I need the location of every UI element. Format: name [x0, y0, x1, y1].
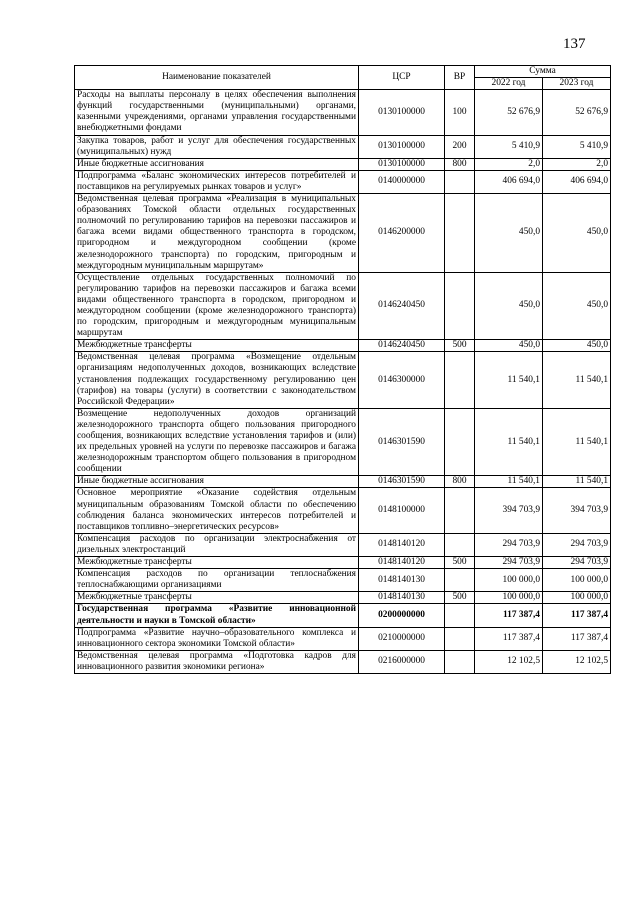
row-csr: 0148140130: [359, 569, 445, 592]
page-number: 137: [563, 36, 586, 52]
row-value-2023: 52 676,9: [543, 90, 611, 135]
header-sum: Сумма: [475, 66, 611, 78]
row-name: Основное мероприятие «Оказание содействия отдельным муниципальным образованиям Томской области по обеспечению соблюдения баланса экономических интересов потребителей и поставщиков топливно–энергетических ресурсов»: [75, 488, 359, 533]
row-csr: 0146301590: [359, 476, 445, 488]
row-name: Подпрограмма «Развитие научно–образовательного комплекса и инновационного сектора экономики Томской области»: [75, 627, 359, 650]
row-vr: [445, 604, 475, 627]
row-name: Подпрограмма «Баланс экономических интересов потребителей и поставщиков на регулируемых рынках товаров и услуг»: [75, 170, 359, 193]
table-row: [75, 158, 611, 170]
row-name: Государственная программа «Развитие инновационной деятельности и науки в Томской области»: [75, 604, 359, 627]
row-csr: 0200000000: [359, 604, 445, 627]
row-value-2023: 394 703,9: [543, 488, 611, 533]
row-vr: [445, 408, 475, 476]
table-row: [75, 533, 611, 556]
row-value-2022: 100 000,0: [475, 592, 543, 604]
row-csr: 0146200000: [359, 194, 445, 273]
table-row: [75, 194, 611, 273]
row-vr: [445, 272, 475, 340]
table-row: [75, 272, 611, 340]
row-csr: 0210000000: [359, 627, 445, 650]
row-name: Ведомственная целевая программа «Реализация в муниципальных образованиях Томской области отдельных государственных полномочий по регулированию тарифов на перевозки пассажиров и багажа всеми видами общественного транспорта в городском, пригородном и междугородном сообщении (кроме железнодорожного транспорта) по городским, пригородным и междугородным муниципальным маршрутам»: [75, 194, 359, 273]
row-name: Осуществление отдельных государственных полномочий по регулированию тарифов на перевозки пассажиров и багажа всеми видами общественного транспорта в городском, пригородном и междугородном сообщении (кроме железнодорожного транспорта) по городским, пригородным и междугородным муниципальным маршрутам: [75, 272, 359, 340]
row-vr: [445, 627, 475, 650]
table-row: [75, 557, 611, 569]
row-value-2022: 450,0: [475, 340, 543, 352]
row-value-2023: 2,0: [543, 158, 611, 170]
row-vr: [445, 170, 475, 193]
row-value-2023: 100 000,0: [543, 569, 611, 592]
row-value-2023: 117 387,4: [543, 627, 611, 650]
row-value-2023: 11 540,1: [543, 408, 611, 476]
header-csr: ЦСР: [359, 66, 445, 90]
row-name: Возмещение недополученных доходов организаций железнодорожного транспорта общего пользования пригородного сообщения, возникающих вследствие установления тарифов и (или) их предельных уровней на услуги по перевозке пассажиров и багажа железнодорожным транспортом общего пользования в пригородном сообщении: [75, 408, 359, 476]
row-name: Ведомственная целевая программа «Возмещение отдельным организациям недополученных доходов, возникающих вследствие установления подлежащих государственному регулированию цен (тарифов) на товары (услуги) в соответствии с законодательством Российской Федерации»: [75, 352, 359, 408]
row-vr: [445, 488, 475, 533]
budget-table: [74, 65, 611, 674]
row-name: Иные бюджетные ассигнования: [75, 158, 359, 170]
row-value-2023: 294 703,9: [543, 557, 611, 569]
row-name: Межбюджетные трансферты: [75, 557, 359, 569]
table-row: [75, 476, 611, 488]
table-row: [75, 569, 611, 592]
row-value-2022: 2,0: [475, 158, 543, 170]
row-value-2023: 100 000,0: [543, 592, 611, 604]
header-2023: 2023 год: [543, 78, 611, 90]
row-name: Компенсация расходов по организации электроснабжения от дизельных электростанций: [75, 533, 359, 556]
row-value-2023: 450,0: [543, 340, 611, 352]
row-csr: 0216000000: [359, 650, 445, 673]
row-name: Закупка товаров, работ и услуг для обеспечения государственных (муниципальных) нужд: [75, 135, 359, 158]
row-csr: 0146240450: [359, 340, 445, 352]
table-row: [75, 627, 611, 650]
row-vr: [445, 650, 475, 673]
row-value-2022: 450,0: [475, 272, 543, 340]
row-name: Расходы на выплаты персоналу в целях обеспечения выполнения функций государственными (муниципальными) органами, казенными учреждениями, органами управления государственными внебюджетными фондами: [75, 90, 359, 135]
table-row: [75, 170, 611, 193]
row-value-2022: 117 387,4: [475, 604, 543, 627]
row-value-2022: 394 703,9: [475, 488, 543, 533]
row-value-2023: 294 703,9: [543, 533, 611, 556]
row-value-2022: 294 703,9: [475, 533, 543, 556]
row-csr: 0148140120: [359, 533, 445, 556]
row-csr: 0130100000: [359, 158, 445, 170]
row-value-2022: 11 540,1: [475, 352, 543, 408]
row-vr: 100: [445, 90, 475, 135]
row-csr: 0148100000: [359, 488, 445, 533]
row-value-2022: 11 540,1: [475, 408, 543, 476]
row-value-2023: 450,0: [543, 194, 611, 273]
table-row: [75, 135, 611, 158]
row-value-2022: 52 676,9: [475, 90, 543, 135]
row-name: Иные бюджетные ассигнования: [75, 476, 359, 488]
table-row: [75, 90, 611, 135]
table-row: [75, 352, 611, 408]
row-value-2022: 117 387,4: [475, 627, 543, 650]
row-value-2022: 450,0: [475, 194, 543, 273]
row-csr: 0148140120: [359, 557, 445, 569]
header-2022: 2022 год: [475, 78, 543, 90]
table-row: [75, 592, 611, 604]
row-value-2023: 5 410,9: [543, 135, 611, 158]
row-vr: [445, 533, 475, 556]
row-value-2022: 100 000,0: [475, 569, 543, 592]
row-vr: 500: [445, 592, 475, 604]
table-header: [75, 66, 611, 90]
row-vr: 500: [445, 557, 475, 569]
row-name: Межбюджетные трансферты: [75, 592, 359, 604]
row-value-2022: 406 694,0: [475, 170, 543, 193]
row-value-2023: 450,0: [543, 272, 611, 340]
row-vr: 200: [445, 135, 475, 158]
row-value-2022: 5 410,9: [475, 135, 543, 158]
header-vr: ВР: [445, 66, 475, 90]
table-row: [75, 408, 611, 476]
row-value-2023: 117 387,4: [543, 604, 611, 627]
row-value-2023: 11 540,1: [543, 352, 611, 408]
row-vr: [445, 569, 475, 592]
table-row: [75, 340, 611, 352]
row-vr: 800: [445, 158, 475, 170]
row-csr: 0148140130: [359, 592, 445, 604]
row-vr: [445, 352, 475, 408]
table-row: [75, 488, 611, 533]
header-name: Наименование показателей: [75, 66, 359, 90]
row-csr: 0130100000: [359, 135, 445, 158]
row-value-2023: 11 540,1: [543, 476, 611, 488]
row-vr: [445, 194, 475, 273]
row-value-2022: 11 540,1: [475, 476, 543, 488]
row-csr: 0140000000: [359, 170, 445, 193]
row-value-2022: 294 703,9: [475, 557, 543, 569]
row-name: Межбюджетные трансферты: [75, 340, 359, 352]
row-csr: 0146301590: [359, 408, 445, 476]
row-csr: 0146300000: [359, 352, 445, 408]
table-row: [75, 650, 611, 673]
row-name: Ведомственная целевая программа «Подготовка кадров для инновационного развития экономики региона»: [75, 650, 359, 673]
table-body: [75, 90, 611, 674]
row-name: Компенсация расходов по организации теплоснабжения теплоснабжающими организациями: [75, 569, 359, 592]
table-row: [75, 604, 611, 627]
row-csr: 0146240450: [359, 272, 445, 340]
row-value-2023: 12 102,5: [543, 650, 611, 673]
row-vr: 500: [445, 340, 475, 352]
row-value-2022: 12 102,5: [475, 650, 543, 673]
row-csr: 0130100000: [359, 90, 445, 135]
row-vr: 800: [445, 476, 475, 488]
row-value-2023: 406 694,0: [543, 170, 611, 193]
